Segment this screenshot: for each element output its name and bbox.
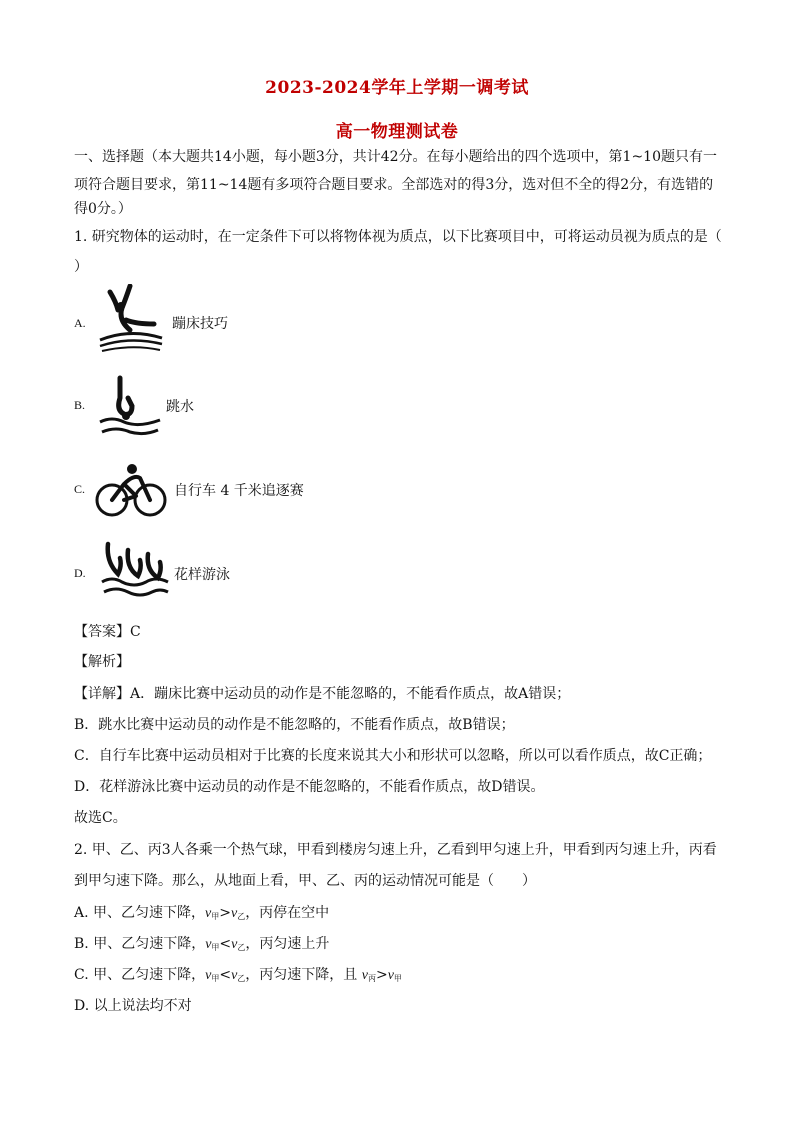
analysis-detail: B．跳水比赛中运动员的动作是不能忽略的，不能看作质点，故B错误； [74,717,515,733]
option-b-letter: B. [74,398,86,412]
subscript: 甲 [393,974,402,983]
velocity-symbol: v [205,968,212,983]
question-2-stem-end: 到甲匀速下降。那么，从地面上看，甲、乙、丙的运动情况可能是（ ） [74,873,536,889]
analysis-detail: C．自行车比赛中运动员相对于比赛的长度来说其大小和形状可以忽略，所以可以看作质点，故C正确； [74,748,712,764]
option-letter: D. [74,998,90,1014]
option-letter: C. [74,967,89,983]
option-letter: B. [74,936,89,952]
option-c-letter: C. [74,482,86,496]
subscript: 乙 [237,943,246,952]
subscript: 乙 [237,912,246,921]
section-instruction-line: 得0分。） [74,201,132,217]
option-text: 甲、乙匀速下降， [93,967,206,983]
relation: > [219,905,231,921]
option-b-text: 跳水 [166,399,194,415]
option-letter: A. [74,905,89,921]
velocity-symbol: v [231,937,238,952]
velocity-symbol: v [230,906,238,921]
option-a-text: 蹦床技巧 [172,316,228,332]
option-text: ，丙匀速下降，且 [245,967,362,983]
relation: < [219,967,232,983]
velocity-symbol: v [387,968,394,983]
option-text: 以上说法均不对 [93,998,192,1014]
relation: < [219,936,232,952]
q2-option-b [74,933,329,953]
synchronized-swimming-icon [100,540,170,602]
q2-option-d [74,995,192,1015]
option-d-text: 花样游泳 [174,567,230,583]
option-text: 甲、乙匀速下降， [93,905,206,921]
velocity-symbol: v [231,968,238,983]
exam-title: 2023-2024学年上学期一调考试 [265,78,529,98]
option-a-letter: A. [74,316,86,330]
analysis-heading: 【解析】 [74,654,130,670]
velocity-symbol: v [205,906,212,921]
analysis-detail: 【详解】A．蹦床比赛中运动员的动作是不能忽略的，不能看作质点，故A错误； [74,686,571,702]
question-1-stem-end: ） [74,259,88,275]
option-text: ，丙匀速上升 [245,936,330,952]
section-instruction-line: 一、选择题（本大题共14小题，每小题3分，共计42分。在每小题给出的四个选项中，第1~10题只有一 [74,149,717,165]
q2-option-a [74,902,329,922]
option-c-text: 自行车 4 千米追逐赛 [174,483,304,499]
velocity-symbol: v [361,968,368,983]
question-2-stem: 2. 甲、乙、丙3人各乘一个热气球，甲看到楼房匀速上升，乙看到甲匀速上升，甲看到丙匀速上升，丙看 [74,842,717,858]
subscript: 甲 [211,943,220,952]
subscript: 甲 [211,974,220,983]
section-instruction-line: 项符合题目要求，第11~14题有多项符合题目要求。全部选对的得3分，选对但不全的得2分，有选错的 [74,177,714,193]
analysis-detail: D．花样游泳比赛中运动员的动作是不能忽略的，不能看作质点，故D错误。 [74,779,545,795]
question-1-stem: 1. 研究物体的运动时，在一定条件下可以将物体视为质点，以下比赛项目中，可将运动员视为质点的是（ [74,229,722,245]
cycling-icon [94,462,170,520]
relation: > [375,967,388,983]
option-text: 甲、乙匀速下降， [93,936,206,952]
exam-subtitle: 高一物理测试卷 [335,122,459,142]
trampoline-icon [96,284,166,354]
velocity-symbol: v [205,937,212,952]
subscript: 丙 [367,974,376,983]
subscript: 乙 [237,974,246,983]
subscript: 甲 [211,912,220,921]
option-d-letter: D. [74,566,86,580]
q2-option-c [74,964,402,984]
option-text: ，丙停在空中 [245,905,330,921]
diving-icon [98,372,162,440]
analysis-conclusion: 故选C。 [74,810,127,826]
answer: 【答案】C [74,624,141,640]
